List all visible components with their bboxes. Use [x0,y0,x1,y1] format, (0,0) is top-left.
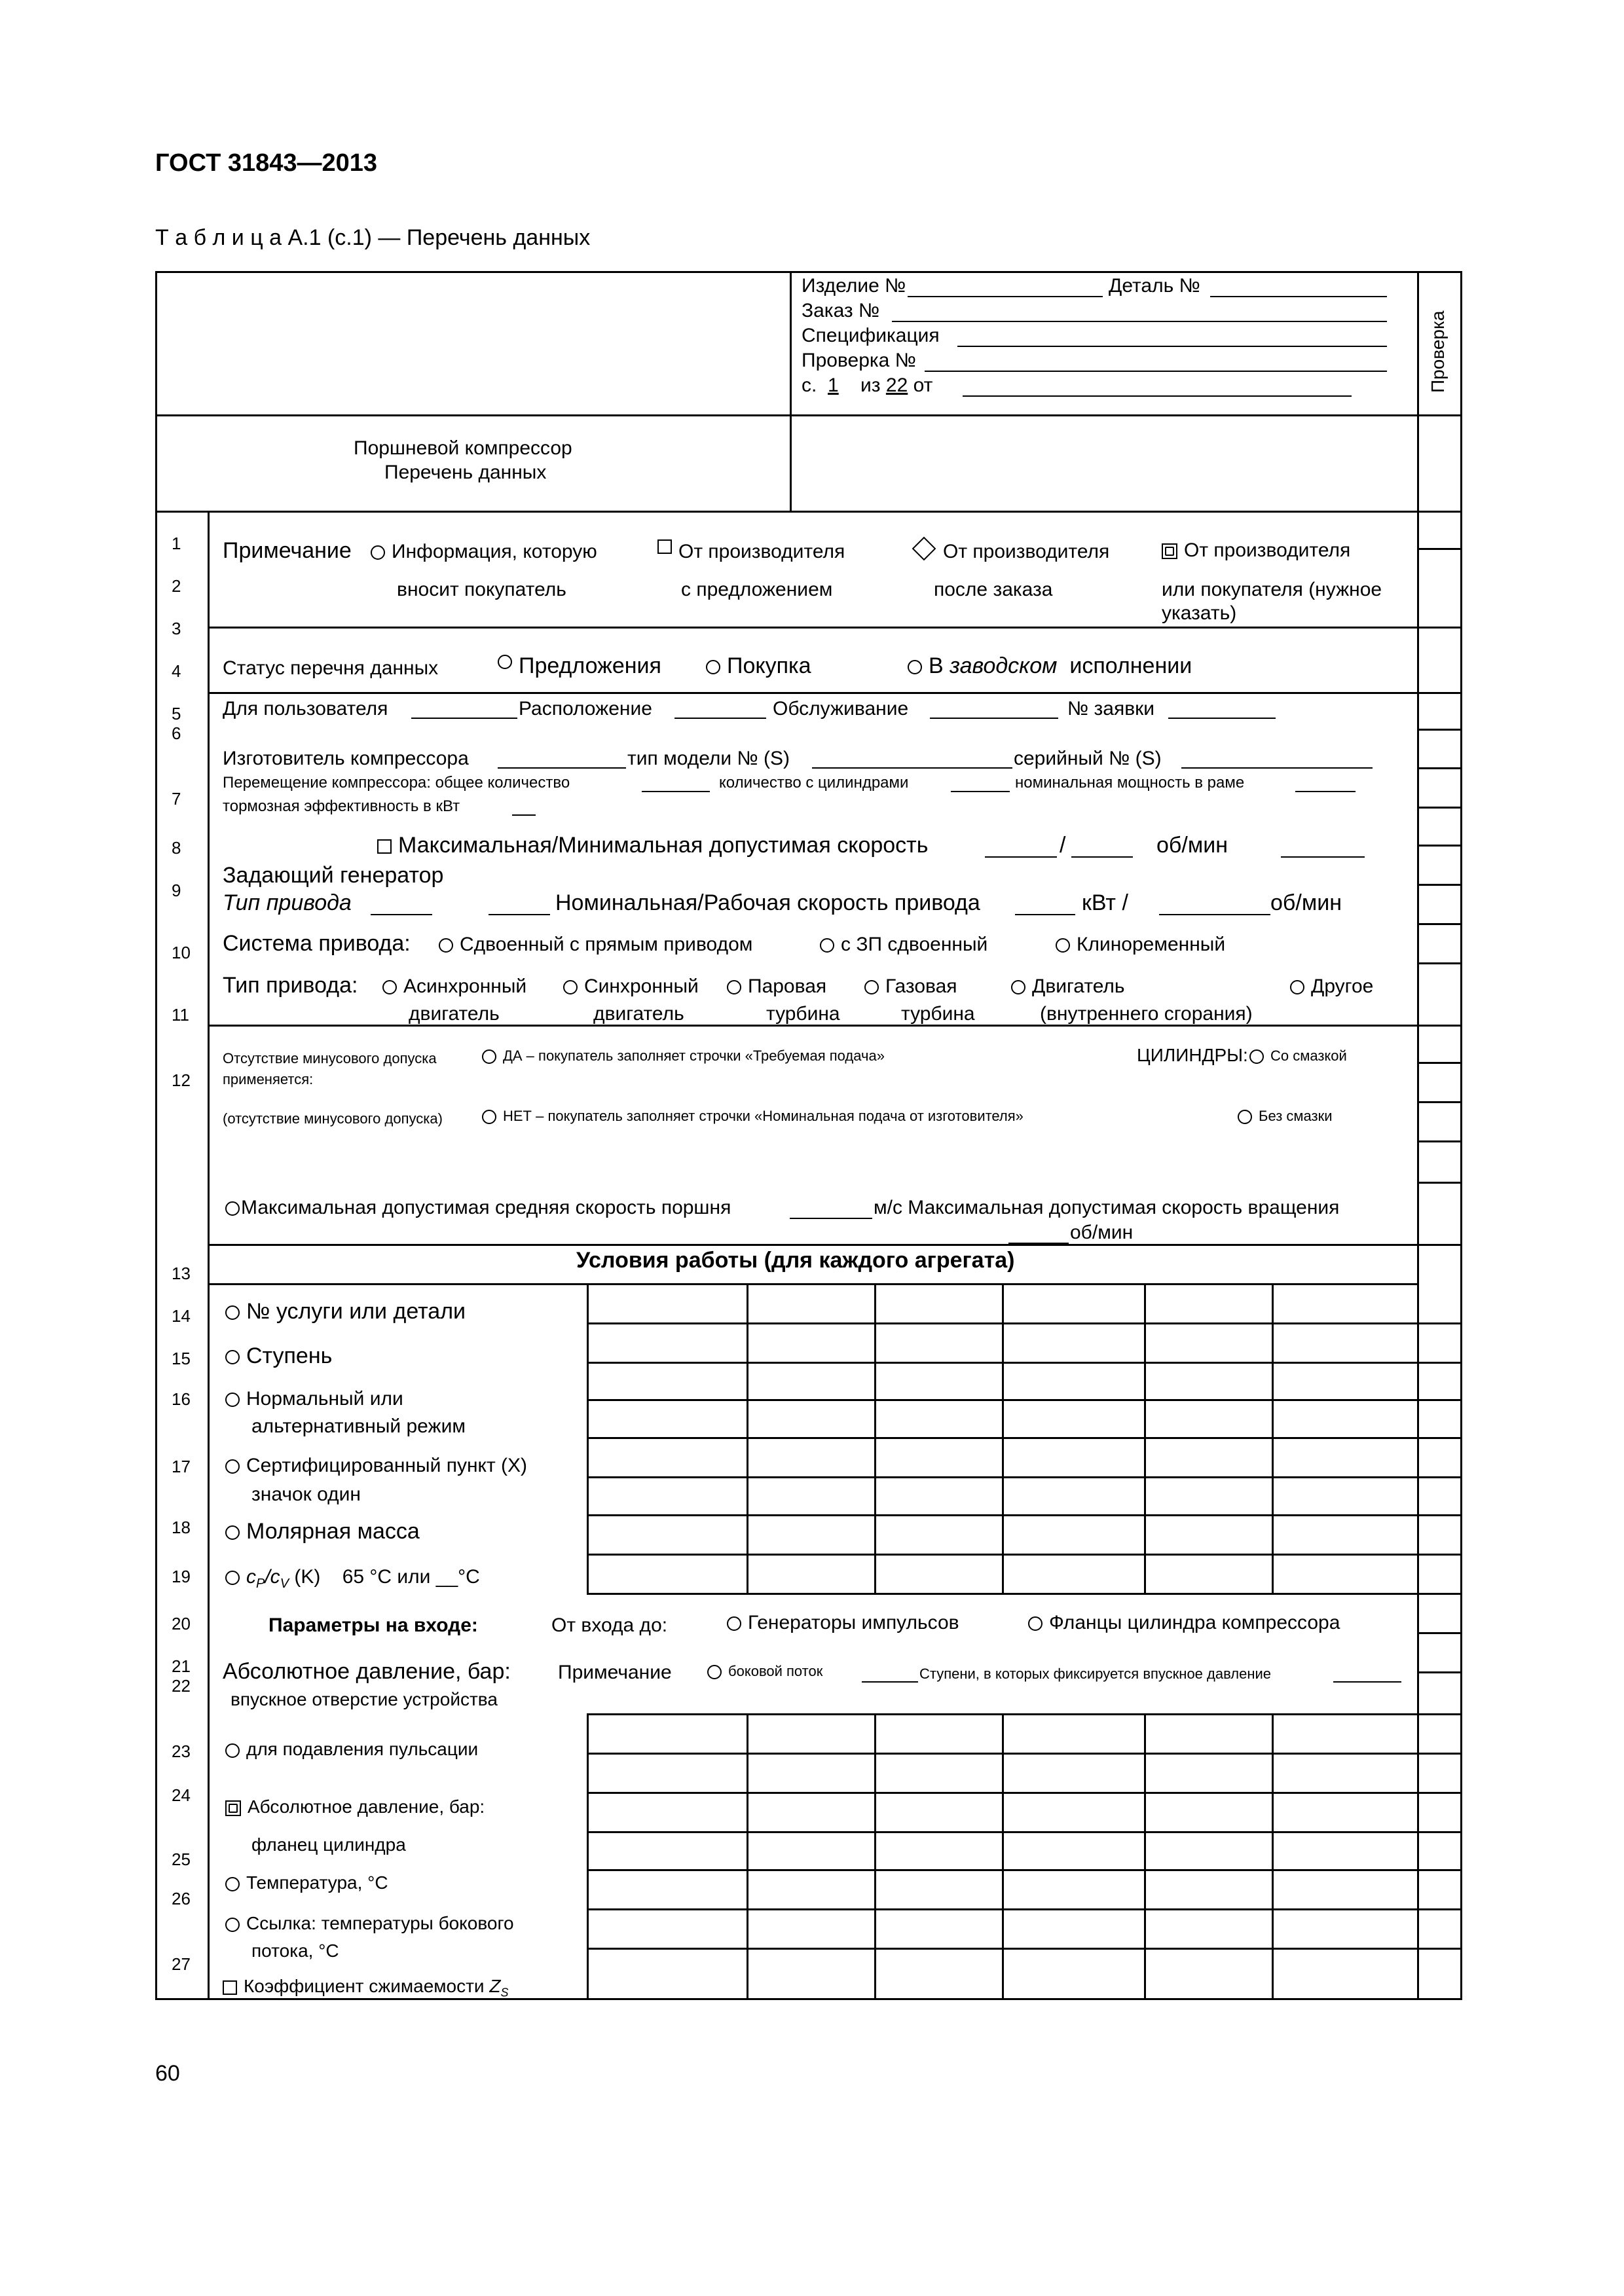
row-number: 22 [172,1676,191,1696]
zakaz-label: Заказ № [802,300,880,321]
molar-mass[interactable]: Молярная масса [225,1519,420,1544]
radio-icon[interactable] [225,1350,240,1364]
request-field[interactable] [1168,718,1276,719]
note-opt-2[interactable]: От производителя [657,537,845,559]
row-number: 17 [172,1457,191,1476]
displacement-total-field[interactable] [642,791,710,792]
conditions-title: Условия работы (для каждого агрегата) [576,1248,1015,1273]
radio-icon[interactable] [1028,1616,1043,1631]
radio-icon[interactable] [225,1571,240,1585]
drive-type-opt-2-line2: двигатель [593,1003,684,1025]
page-ref: с. 1 из 22 от [802,374,933,396]
page-number: 60 [155,2061,180,2086]
rotation-unit: об/мин [1070,1222,1134,1243]
note-opt-1-line2: вносит покупатель [397,579,566,600]
request-label: № заявки [1067,698,1155,720]
drive-type-field[interactable] [371,914,432,915]
rpm-label: об/мин [1270,890,1342,915]
service-field[interactable] [930,718,1058,719]
spec-field[interactable] [957,346,1387,347]
radio-icon[interactable] [908,660,922,674]
compressibility[interactable]: Коэффициент сжимаемости $Z_S$ [223,1976,508,2000]
inlet-opt-flanges[interactable]: Фланцы цилиндра компрессора [1028,1612,1340,1634]
cp-cv[interactable]: $c_P/c_V$ (K) 65 °C или __°C [225,1566,480,1592]
tolerance-yes[interactable]: ДА – покупатель заполняет строчки «Требуемая подача» [482,1048,885,1065]
row-number: 19 [172,1567,191,1586]
kw-label: кВт / [1082,890,1128,915]
drive-type-opt-4-line2: турбина [901,1003,975,1025]
max-min-speed[interactable]: Максимальная/Минимальная допустимая скорость [377,833,928,858]
proverka-no-field[interactable] [925,371,1387,372]
brake-power-label: тормозная эффективность в кВт [223,797,460,815]
proverka-no-label: Проверка № [802,350,916,371]
cylinders-label: ЦИЛИНДРЫ: [1137,1045,1248,1065]
row-number: 21 [172,1656,191,1676]
radio-icon[interactable] [225,1525,240,1540]
row-number: 14 [172,1306,191,1326]
status-opt-purchase[interactable]: Покупка [706,653,811,679]
radio-icon[interactable] [727,1616,741,1631]
inlet-note-label: Примечание [558,1662,672,1683]
min-speed-field[interactable] [1071,856,1133,858]
row-number: 7 [172,789,181,809]
max-piston-speed[interactable]: Максимальная допустимая средняя скорость поршня [225,1197,731,1219]
brake-power-field[interactable] [512,814,536,816]
max-rotation-label: м/с Максимальная допустимая скорость вращения [874,1197,1340,1218]
model-field[interactable] [812,767,1012,769]
drive-type-opt-6[interactable]: Другое [1290,975,1373,998]
row-number: 25 [172,1850,191,1869]
maker-field[interactable] [498,767,626,769]
note-opt-4-line3: указать) [1162,602,1237,624]
status-label: Статус перечня данных [223,657,439,679]
tolerance-no[interactable]: НЕТ – покупатель заполняет строчки «Номинальная подача от изготовителя» [482,1108,1024,1125]
row-number: 5 [172,704,181,723]
title-line-2: Перечень данных [384,462,547,483]
inlet-from-label: От входа до: [551,1614,668,1636]
tolerance-line-2: (отсутствие минусового допуска) [223,1110,443,1127]
certified-point[interactable]: Сертифицированный пункт (X) [225,1455,527,1477]
location-field[interactable] [674,718,766,719]
radio-icon[interactable] [498,655,512,669]
radio-icon[interactable] [382,980,397,994]
normal-mode-line2: альтернативный режим [251,1415,466,1437]
driver-label: Задающий генератор [223,863,444,888]
radio-icon[interactable] [371,545,385,560]
checkbox-icon[interactable] [657,539,672,554]
radio-icon[interactable] [1238,1110,1252,1124]
proverka-vertical-label: Проверка [1428,310,1448,393]
side-stream-field[interactable] [862,1681,918,1683]
drive-type-label: Тип привода: [223,973,358,998]
radio-icon[interactable] [864,980,879,994]
radio-icon[interactable] [225,1201,240,1216]
displacement-total-label: Перемещение компрессора: общее количество [223,774,570,792]
title-line-1: Поршневой компрессор [354,437,572,459]
location-label: Расположение [519,698,652,720]
note-opt-3[interactable]: От производителя [910,537,1109,559]
drive-type-opt-3-line2: турбина [766,1003,840,1025]
drive-type-italic: Тип привода [223,890,352,915]
radio-icon[interactable] [706,660,720,674]
note-opt-4[interactable]: От производителя [1162,539,1350,562]
side-stream[interactable]: боковой поток [707,1663,822,1680]
cyl-non-lubricated[interactable]: Без смазки [1238,1108,1333,1125]
row-number: 3 [172,619,181,638]
note-opt-4-line2: или покупателя (нужное [1162,579,1382,600]
drive-type-opt-5[interactable]: Двигатель [1011,975,1125,998]
speed-sep: / [1060,833,1066,858]
radio-icon[interactable] [225,1743,240,1758]
detal-label: Деталь № [1109,275,1200,297]
service-no[interactable]: № услуги или детали [225,1299,466,1324]
radio-icon[interactable] [225,1918,240,1932]
stages-field[interactable] [1333,1681,1401,1683]
temperature[interactable]: Температура, °C [225,1872,388,1893]
drive-system-label: Система привода: [223,931,411,956]
izdelie-field[interactable] [908,296,1103,297]
row-number: 27 [172,1954,191,1974]
checkbox-icon[interactable] [223,1980,237,1995]
drive-type-opt-1-line2: двигатель [409,1003,500,1025]
izdelie-label: Изделие № [802,275,906,297]
radio-icon[interactable] [1249,1049,1264,1064]
abs-pressure-flange[interactable]: Абсолютное давление, бар: [225,1796,485,1817]
row-number: 1 [172,534,181,553]
detal-field[interactable] [1210,296,1387,297]
checkbox-icon[interactable] [377,839,392,854]
note-opt-1[interactable]: Информация, которую [371,541,597,563]
radio-icon[interactable] [225,1393,240,1407]
radio-icon[interactable] [1290,980,1304,994]
max-speed-field[interactable] [985,856,1057,858]
normal-mode[interactable]: Нормальный или [225,1388,403,1410]
inlet-opt-pulse[interactable]: Генераторы импульсов [727,1612,959,1634]
diamond-icon[interactable] [912,537,936,561]
row-number: 20 [172,1614,191,1633]
radio-icon[interactable] [707,1665,722,1679]
certified-point-line2: значок один [251,1484,361,1505]
drive-type-opt-2[interactable]: Синхронный [563,975,699,998]
drive-system-opt-1[interactable]: Сдвоенный с прямым приводом [439,934,752,956]
tolerance-applied: применяется: [223,1071,314,1087]
pulsation-suppression[interactable]: для подавления пульсации [225,1739,478,1760]
zakaz-field[interactable] [892,321,1387,322]
status-opt-factory[interactable]: В заводском исполнении [908,653,1192,679]
for-user-label: Для пользователя [223,698,388,720]
radio-icon[interactable] [482,1049,496,1064]
row-number: 24 [172,1785,191,1805]
row-number: 8 [172,838,181,858]
row-number: 12 [172,1070,191,1090]
maker-label: Изготовитель компрессора [223,748,469,769]
row-number: 4 [172,661,181,681]
row-number: 16 [172,1389,191,1409]
frame-power-field[interactable] [1295,791,1356,792]
radio-icon[interactable] [820,938,834,953]
row-number: 15 [172,1349,191,1368]
drive-type-opt-3[interactable]: Паровая [727,975,826,998]
row-number: 11 [172,1005,189,1025]
table-title: Т а б л и ц а А.1 (с.1) — Перечень данных [155,225,591,250]
spec-label: Спецификация [802,325,940,346]
drive-type-field-2[interactable] [489,914,550,915]
service-label: Обслуживание [773,698,909,720]
speed-unit: об/мин [1156,833,1228,858]
side-temp-ref-line2: потока, °C [251,1941,339,1961]
drive-type-opt-5-line2: (внутреннего сгорания) [1040,1003,1253,1025]
drive-type-opt-4[interactable]: Газовая [864,975,957,998]
radio-icon[interactable] [1056,938,1070,953]
page-from-field[interactable] [963,395,1352,397]
frame-power-label: номинальная мощность в раме [1015,774,1245,792]
radio-icon[interactable] [563,980,578,994]
cylinders-count-field[interactable] [951,791,1010,792]
rotation-field[interactable] [1008,1243,1069,1244]
row-number: 10 [172,943,191,962]
row-number: 26 [172,1889,191,1908]
drive-type-opt-1[interactable]: Асинхронный [382,975,526,998]
row-number: 2 [172,576,181,596]
serial-field[interactable] [1181,767,1373,769]
radio-icon[interactable] [225,1305,240,1320]
nominal-speed-label: Номинальная/Рабочая скорость привода [555,890,980,915]
radio-icon[interactable] [727,980,741,994]
speed-extra-field[interactable] [1281,856,1365,858]
row-number: 13 [172,1264,191,1283]
note-opt-2-line2: с предложением [681,579,833,600]
row-number: 6 [172,723,181,743]
serial-label: серийный № (S) [1014,748,1162,769]
drive-system-opt-2[interactable]: с ЗП сдвоенный [820,934,987,956]
note-opt-3-line2: после заказа [934,579,1053,600]
cyl-lubricated[interactable]: Со смазкой [1249,1048,1347,1065]
model-label: тип модели № (S) [627,748,790,769]
nominal-speed-field[interactable] [1015,914,1075,915]
abs-pressure-label: Абсолютное давление, бар: [223,1659,511,1684]
checked-box-icon[interactable] [225,1800,241,1816]
row-number: 9 [172,881,181,900]
row-number: 23 [172,1741,191,1761]
cylinders-count-label: количество с цилиндрами [719,774,909,792]
radio-icon[interactable] [225,1459,240,1474]
radio-icon[interactable] [225,1877,240,1891]
stage[interactable]: Ступень [225,1343,332,1369]
radio-icon[interactable] [482,1110,496,1124]
radio-icon[interactable] [439,938,453,953]
row-number: 18 [172,1518,191,1537]
flange-label: фланец цилиндра [251,1834,406,1855]
doc-code: ГОСТ 31843—2013 [155,149,378,177]
drive-system-opt-3[interactable]: Клиноременный [1056,934,1225,956]
for-user-field[interactable] [411,718,517,719]
stages-label: Ступени, в которых фиксируется впускное давление [919,1666,1272,1682]
checked-box-icon[interactable] [1162,543,1177,559]
device-inlet-label: впускное отверстие устройства [231,1689,498,1709]
side-temp-ref[interactable]: Ссылка: температуры бокового [225,1913,514,1934]
rpm-field[interactable] [1159,914,1270,915]
status-opt-proposal[interactable]: Предложения [498,653,661,679]
inlet-params-label: Параметры на входе: [268,1614,478,1636]
radio-icon[interactable] [1011,980,1025,994]
piston-speed-field[interactable] [790,1218,872,1219]
note-label: Примечание [223,538,352,563]
tolerance-line-1: Отсутствие минусового допуска [223,1050,437,1066]
